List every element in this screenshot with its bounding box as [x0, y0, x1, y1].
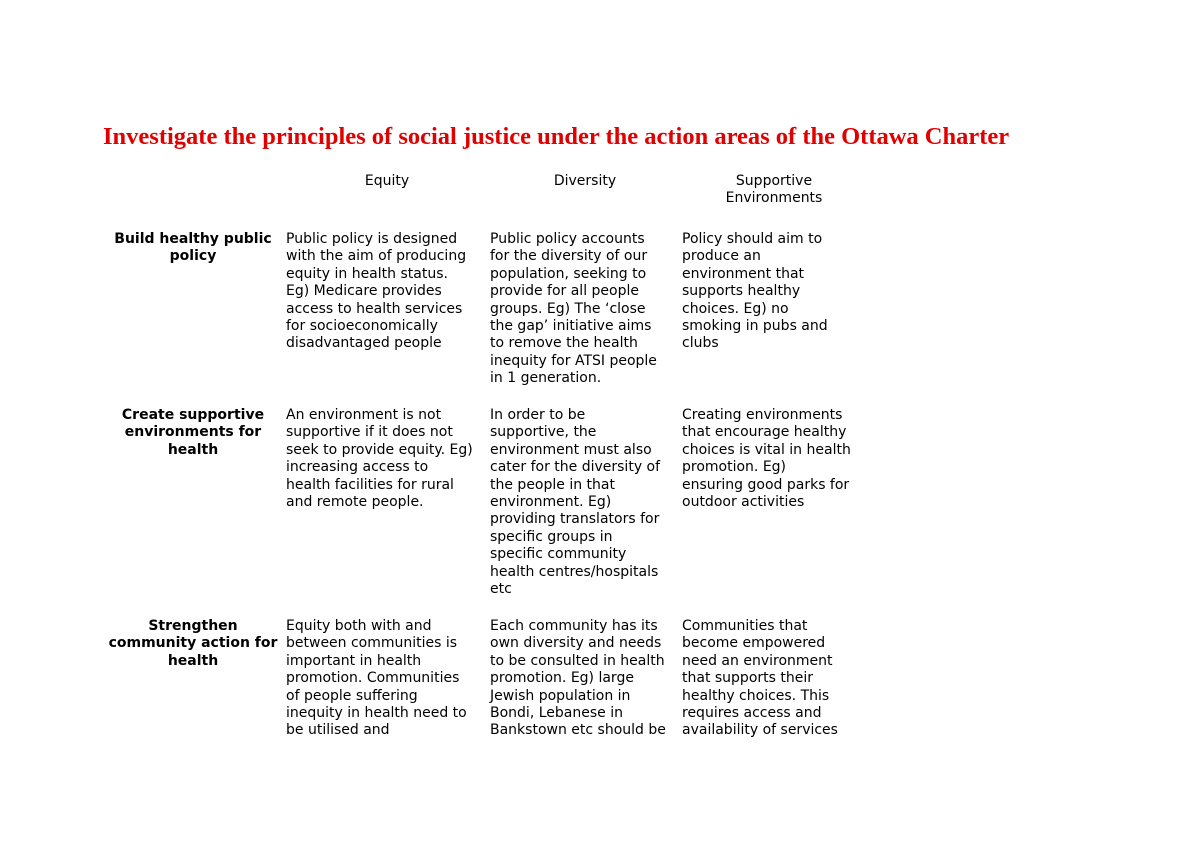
table-cell-environments-equity: An environment is not supportive if it does not seek to provide equity. Eg) increasing access to health facilities for rural and remote people.: [286, 407, 473, 511]
table-cell-community-diversity: Each community has its own diversity and needs to be consulted in health promotion. Eg) large Jewish population in Bondi, Lebanese in Bankstown etc should be: [490, 618, 666, 739]
column-header-equity: Equity: [364, 173, 410, 189]
column-header-supportive-environments: Supportive Environments: [725, 173, 823, 207]
row-header-build-healthy-public-policy: Build healthy public policy: [114, 231, 272, 265]
row-header-strengthen-community-action: Strengthen community action for health: [108, 618, 278, 669]
table-cell-policy-equity: Public policy is designed with the aim of producing equity in health status. Eg) Medicare provides access to health services for socioeconomically disadvantaged people: [286, 231, 467, 352]
table-cell-environments-diversity: In order to be supportive, the environment must also cater for the diversity of the people in that environment. Eg) providing translators for specific groups in specific community health centres/hospitals etc: [490, 407, 661, 598]
table-cell-community-supportive-environments: Communities that become empowered need an environment that supports their healthy choices. This requires access and availability of services: [682, 618, 838, 739]
table-cell-environments-supportive-environments: Creating environments that encourage healthy choices is vital in health promotion. Eg) ensuring good parks for outdoor activities: [682, 407, 851, 511]
page-title: Investigate the principles of social justice under the action areas of the Ottawa Charter: [103, 123, 1010, 150]
table-cell-policy-supportive-environments: Policy should aim to produce an environment that supports healthy choices. Eg) no smoking in pubs and clubs: [682, 231, 828, 352]
row-header-create-supportive-environments: Create supportive environments for health: [121, 407, 265, 458]
table-cell-policy-diversity: Public policy accounts for the diversity of our population, seeking to provide for all people groups. Eg) The ‘close the gap’ initiative aims to remove the health inequity for ATSI people in 1 generation.: [490, 231, 657, 387]
table-cell-community-equity: Equity both with and between communities is important in health promotion. Communities of people suffering inequity in health need to be utilised and: [286, 618, 467, 739]
column-header-diversity: Diversity: [553, 173, 617, 189]
